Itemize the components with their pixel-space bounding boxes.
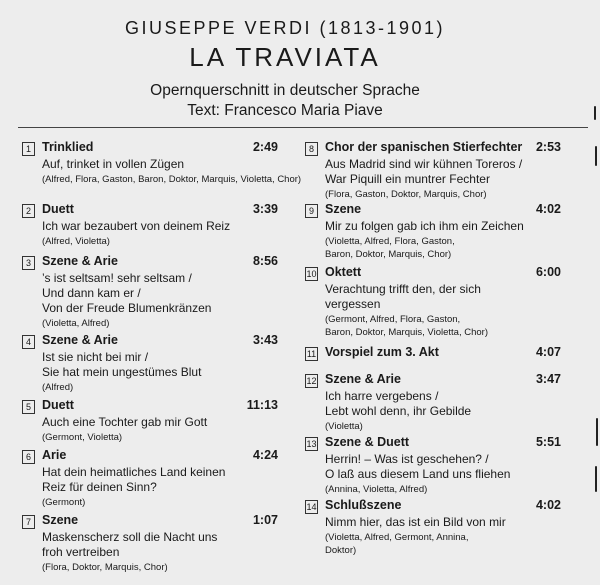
track-number: 2	[22, 204, 35, 218]
track-cast: Baron, Doktor, Marquis, Violetta, Chor)	[325, 327, 488, 338]
track-cast: (Germont)	[42, 497, 86, 508]
subtitle-language: Opernquerschnitt in deutscher Sprache	[150, 82, 420, 99]
lyric-line: Hat dein heimatliches Land keinen	[42, 465, 226, 479]
track-lyrics	[42, 415, 282, 430]
track-cast: (Flora, Doktor, Marquis, Chor)	[42, 562, 168, 573]
track-duration: 2:53	[535, 140, 561, 154]
track-lyrics	[42, 219, 282, 234]
track-number: 9	[305, 204, 318, 218]
composer-heading: GIUSEPPE VERDI (1813-1901)	[124, 18, 446, 38]
track-cast: (Violetta, Alfred)	[42, 318, 110, 329]
lyric-line: ’s ist seltsam! sehr seltsam /	[42, 271, 192, 285]
header-divider	[18, 127, 588, 128]
lyric-line: Und dann kam er /	[42, 286, 141, 300]
lyric-line: Von der Freude Blumenkränzen	[42, 301, 212, 315]
track-title: Duett	[42, 398, 74, 412]
track-title: Arie	[42, 448, 67, 462]
track-number: 4	[22, 335, 35, 349]
track-lyrics	[42, 271, 282, 316]
track-number: 11	[306, 349, 317, 359]
track-number: 14	[306, 502, 317, 512]
track-number: 3	[22, 256, 35, 270]
lyric-line: Ich harre vergebens /	[325, 389, 439, 403]
lyric-line: Verachtung trifft den, der sich	[325, 282, 481, 296]
lyric-line: Ich war bezaubert von deinem Reiz	[42, 219, 231, 233]
edge-mark	[594, 106, 596, 120]
lyric-line: Aus Madrid sind wir kühnen Toreros /	[325, 157, 523, 171]
track-duration: 3:43	[252, 333, 278, 347]
track-duration: 3:39	[252, 202, 278, 216]
track-number: 13	[306, 439, 317, 449]
track-duration: 1:07	[252, 513, 278, 527]
track-duration: 4:02	[535, 498, 561, 512]
track-duration: 11:13	[246, 398, 278, 412]
lyric-line: Nimm hier, das ist ein Bild von mir	[325, 515, 506, 529]
lyric-line: Reiz für deinen Sinn?	[42, 480, 157, 494]
lyric-line: Ist sie nicht bei mir /	[42, 350, 149, 364]
track-duration: 5:51	[535, 435, 561, 449]
lyric-line: Auf, trinket in vollen Zügen	[42, 157, 185, 171]
track-title: Szene & Arie	[42, 333, 118, 347]
lyric-line: O laß aus diesem Land uns fliehen	[325, 467, 511, 481]
track-title: Szene & Arie	[42, 254, 118, 268]
edge-mark	[596, 418, 598, 446]
track-lyrics	[42, 157, 282, 172]
track-duration: 4:07	[535, 345, 561, 359]
edge-mark	[595, 146, 597, 166]
track-duration: 2:49	[252, 140, 278, 154]
lyric-line: Herrin! – Was ist geschehen? /	[325, 452, 489, 466]
track-number: 12	[306, 376, 317, 386]
track-cast: (Flora, Gaston, Doktor, Marquis, Chor)	[325, 189, 487, 200]
track-title: Szene & Arie	[325, 372, 401, 386]
opera-title: LA TRAVIATA	[189, 42, 381, 72]
track-number: 1	[22, 142, 35, 156]
track-lyrics	[325, 219, 565, 234]
track-duration: 6:00	[535, 265, 561, 279]
track-title: Szene & Duett	[325, 435, 410, 449]
track-cast: (Germont, Alfred, Flora, Gaston,	[325, 314, 461, 325]
track-title: Szene	[325, 202, 362, 216]
track-title: Szene	[42, 513, 79, 527]
lyric-line: vergessen	[325, 297, 381, 311]
track-cast: (Violetta)	[325, 421, 363, 432]
lyric-line: froh vertreiben	[42, 545, 120, 559]
track-lyrics	[42, 530, 282, 560]
track-title: Vorspiel zum 3. Akt	[325, 345, 439, 359]
track-cast: Doktor)	[325, 545, 357, 556]
lyric-line: Auch eine Tochter gab mir Gott	[42, 415, 208, 429]
track-title: Oktett	[325, 265, 362, 279]
lyric-line: Mir zu folgen gab ich ihm ein Zeichen	[325, 219, 524, 233]
track-cast: (Alfred)	[42, 382, 74, 393]
lyric-line: Lebt wohl denn, ihr Gebilde	[325, 404, 472, 418]
track-lyrics	[325, 157, 565, 187]
track-cast: (Violetta, Alfred, Flora, Gaston,	[325, 236, 455, 247]
track-cast: (Alfred, Flora, Gaston, Baron, Doktor, Marquis, Violetta, Chor)	[42, 174, 302, 185]
track-cast: (Germont, Violetta)	[42, 432, 123, 443]
edge-mark	[595, 466, 597, 492]
track-duration: 4:24	[252, 448, 278, 462]
track-duration: 4:02	[535, 202, 561, 216]
lyric-line: Maskenscherz soll die Nacht uns	[42, 530, 218, 544]
track-cast: (Annina, Violetta, Alfred)	[325, 484, 428, 495]
lyric-line: War Piquill ein muntrer Fechter	[325, 172, 490, 186]
track-lyrics	[325, 452, 565, 482]
subtitle-librettist: Text: Francesco Maria Piave	[187, 102, 383, 119]
track-cast: (Alfred, Violetta)	[42, 236, 110, 247]
track-number: 10	[306, 269, 317, 279]
track-title: Trinklied	[42, 140, 94, 154]
track-cast: (Violetta, Alfred, Germont, Annina,	[325, 532, 469, 543]
track-number: 6	[22, 450, 35, 464]
lyric-line: Sie hat mein ungestümes Blut	[42, 365, 202, 379]
track-title: Chor der spanischen Stierfechter	[325, 140, 523, 154]
track-title: Schlußszene	[325, 498, 402, 512]
track-lyrics	[42, 350, 282, 380]
track-duration: 3:47	[535, 372, 561, 386]
track-lyrics	[42, 465, 282, 495]
track-lyrics	[325, 515, 565, 530]
track-lyrics	[325, 389, 565, 419]
track-duration: 8:56	[252, 254, 278, 268]
track-number: 7	[22, 515, 35, 529]
track-cast: Baron, Doktor, Marquis, Chor)	[325, 249, 452, 260]
track-number: 5	[22, 400, 35, 414]
track-number: 8	[305, 142, 318, 156]
track-lyrics	[325, 282, 565, 312]
track-title: Duett	[42, 202, 74, 216]
